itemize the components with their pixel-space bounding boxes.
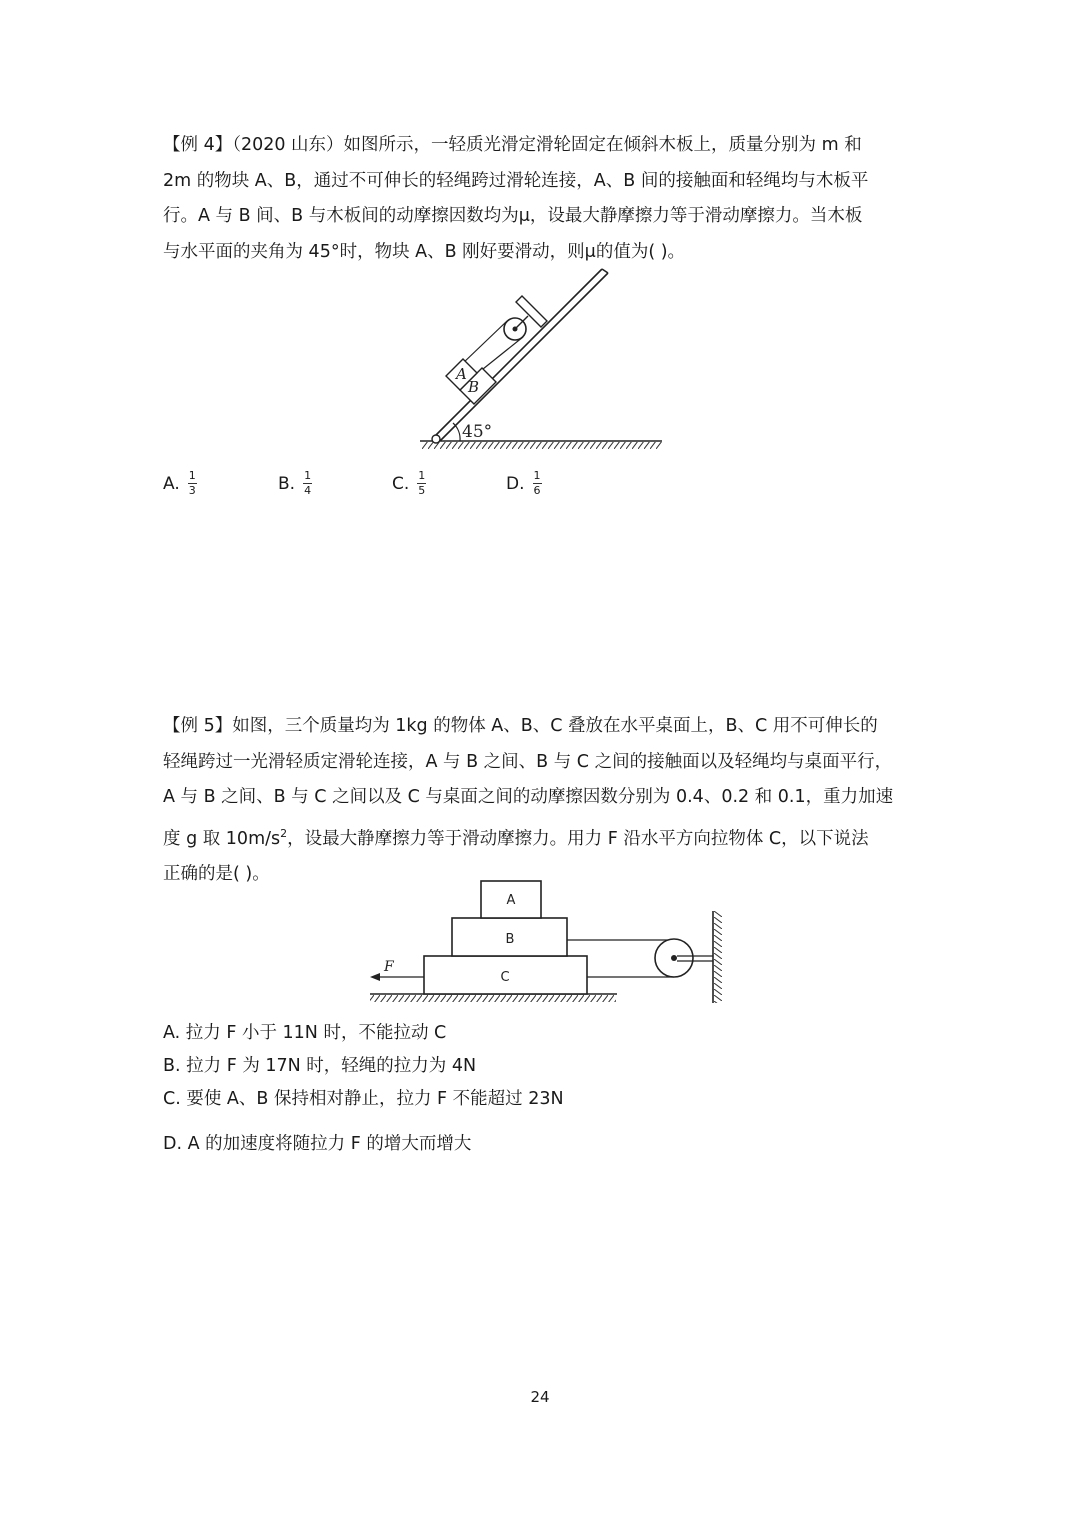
option-b-letter: B. bbox=[278, 473, 296, 494]
option-d-letter: D. bbox=[506, 473, 525, 494]
example-4-line-1: 【例 4】（2020 山东）如图所示，一轻质光滑定滑轮固定在倾斜木板上，质量分别为 m 和 bbox=[163, 135, 862, 155]
choice-b[interactable]: B. 拉力 F 为 17N 时，轻绳的拉力为 4N bbox=[163, 1056, 477, 1076]
ground-hatch bbox=[422, 442, 662, 449]
line-4-pre: 度 g 取 10m/s bbox=[163, 828, 281, 849]
option-d-den: 6 bbox=[533, 484, 541, 497]
option-d-num: 1 bbox=[533, 469, 541, 482]
incline-board-line-1 bbox=[434, 269, 602, 437]
label-f: F bbox=[384, 959, 394, 975]
example-4-line-4: 与水平面的夹角为 45°时，物块 A、B 刚好要滑动，则μ的值为( )。 bbox=[163, 241, 686, 262]
option-a[interactable] bbox=[163, 470, 197, 497]
option-a-fraction bbox=[188, 470, 197, 497]
force-arrow-head-icon bbox=[370, 973, 380, 981]
table-hatch bbox=[370, 995, 616, 1002]
option-c-letter: C. bbox=[392, 473, 410, 494]
line-4-post: ，设最大静摩擦力等于滑动摩擦力。用力 F 沿水平方向拉物体 C，以下说法 bbox=[287, 828, 869, 849]
option-d-fraction bbox=[533, 470, 542, 497]
superscript: 2 bbox=[280, 826, 288, 840]
example-4-line-2: 2m 的物块 A、B，通过不可伸长的轻绳跨过滑轮连接，A、B 间的接触面和轻绳均与木板平 bbox=[163, 170, 869, 191]
choice-d[interactable]: D. A 的加速度将随拉力 F 的增大而增大 bbox=[163, 1134, 472, 1154]
option-c-fraction bbox=[417, 470, 426, 497]
option-c-num: 1 bbox=[418, 469, 426, 482]
label-c: C bbox=[500, 970, 510, 985]
option-b[interactable] bbox=[278, 470, 312, 497]
option-a-den: 3 bbox=[188, 484, 196, 497]
option-d[interactable] bbox=[506, 470, 542, 497]
label-b: B bbox=[505, 932, 515, 947]
incline-board-end bbox=[602, 269, 608, 273]
option-c-den: 5 bbox=[418, 484, 426, 497]
pulley-axle bbox=[671, 955, 677, 961]
label-b: B bbox=[468, 378, 480, 396]
option-a-num: 1 bbox=[188, 469, 196, 482]
example-5-text bbox=[163, 709, 923, 892]
incline-pulley-diagram bbox=[410, 265, 670, 455]
example-5-line-5: 正确的是( )。 bbox=[163, 863, 270, 884]
choice-c[interactable]: C. 要使 A、B 保持相对静止，拉力 F 不能超过 23N bbox=[163, 1089, 564, 1109]
page-number: 24 bbox=[530, 1388, 550, 1406]
example-5-line-1: 【例 5】如图，三个质量均为 1kg 的物体 A、B、C 叠放在水平桌面上，B、C 用不可伸长的 bbox=[163, 716, 878, 736]
example-5-line-3: A 与 B 之间、B 与 C 之间以及 C 与桌面之间的动摩擦因数分别为 0.4、0.2 和 0.1，重力加速 bbox=[163, 787, 894, 807]
rope-upper bbox=[461, 321, 507, 365]
option-b-fraction bbox=[303, 470, 312, 497]
example-4-options bbox=[163, 470, 723, 514]
example-5-line-4 bbox=[163, 816, 923, 857]
option-c[interactable] bbox=[392, 470, 426, 497]
label-a: A bbox=[506, 893, 516, 908]
example-4-text bbox=[163, 128, 923, 270]
choice-a[interactable]: A. 拉力 F 小于 11N 时，不能拉动 C bbox=[163, 1023, 447, 1043]
option-a-letter: A. bbox=[163, 473, 180, 494]
example-5-line-2: 轻绳跨过一光滑轻质定滑轮连接，A 与 B 之间、B 与 C 之间的接触面以及轻绳均与桌面平行， bbox=[163, 751, 893, 772]
angle-label: 45° bbox=[462, 422, 493, 442]
label-a: A bbox=[456, 365, 467, 383]
option-b-den: 4 bbox=[304, 484, 312, 497]
stacked-blocks-diagram bbox=[362, 875, 732, 1005]
wall-hatch bbox=[714, 911, 722, 1003]
hinge-icon bbox=[432, 435, 440, 443]
angle-arc bbox=[453, 423, 460, 441]
example-4-line-3: 行。A 与 B 间、B 与木板间的动摩擦因数均为μ，设最大静摩擦力等于滑动摩擦力。当木板 bbox=[163, 206, 863, 226]
option-b-num: 1 bbox=[304, 469, 312, 482]
